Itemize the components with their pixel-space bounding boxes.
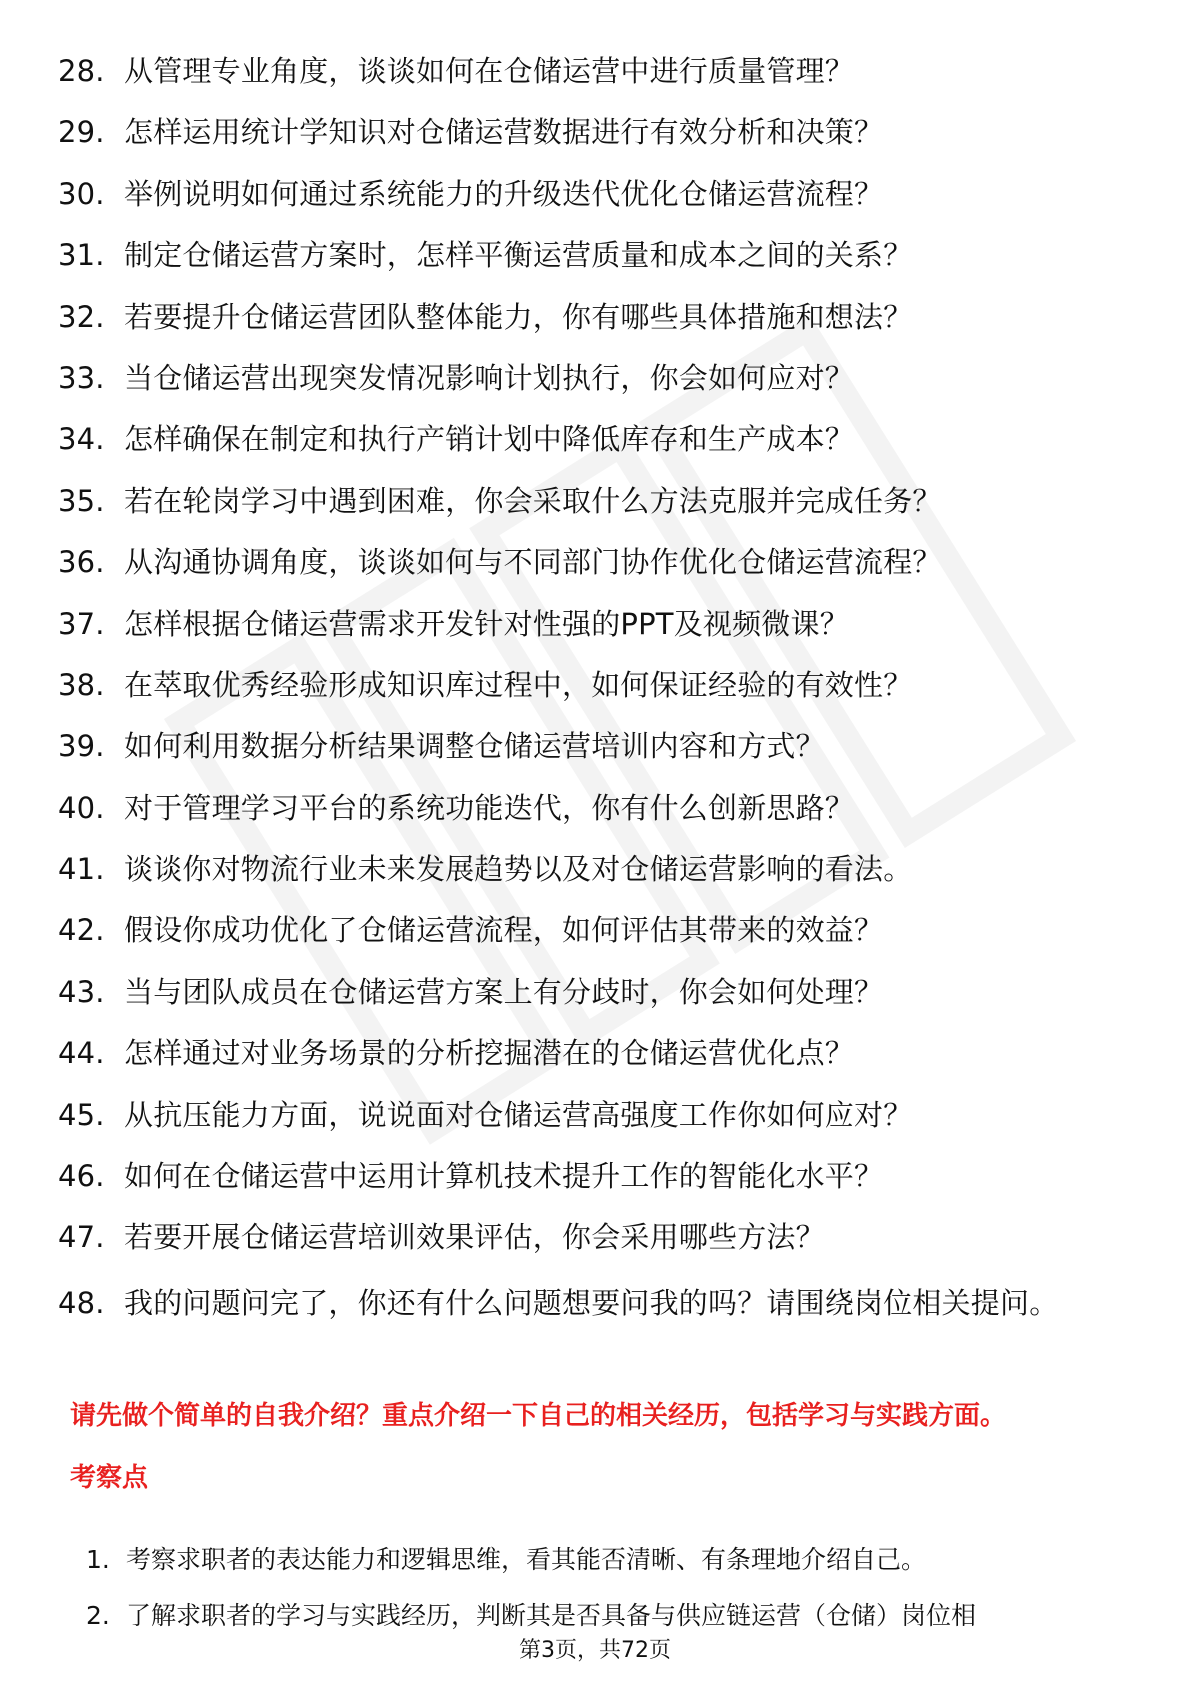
question-item: [58, 725, 1128, 768]
question-text: 怎样确保在制定和执行产销计划中降低库存和生产成本？: [124, 422, 855, 457]
question-number: 36.: [58, 545, 105, 580]
question-text: 如何在仓储运营中运用计算机技术提升工作的智能化水平？: [124, 1159, 884, 1194]
question-number: 41.: [58, 852, 105, 887]
question-text: 从抗压能力方面，说说面对仓储运营高强度工作你如何应对？: [124, 1097, 913, 1132]
question-text: 谈谈你对物流行业未来发展趋势以及对仓储运营影响的看法。: [124, 852, 913, 887]
question-item: [58, 173, 1128, 216]
question-item: [58, 418, 1128, 461]
section-heading: 请先做个简单的自我介绍？重点介绍一下自己的相关经历，包括学习与实践方面。: [70, 1401, 1007, 1431]
question-text: 我的问题问完了，你还有什么问题想要问我的吗？请围绕岗位相关提问。: [124, 1285, 1059, 1320]
question-item: [58, 296, 1128, 339]
question-item: [58, 1278, 1128, 1328]
question-item: [58, 1155, 1128, 1198]
question-text: 怎样根据仓储运营需求开发针对性强的PPT及视频微课？: [124, 606, 849, 641]
question-text: 从管理专业角度，谈谈如何在仓储运营中进行质量管理？: [124, 54, 855, 88]
question-text: 怎样运用统计学知识对仓储运营数据进行有效分析和决策？: [124, 115, 884, 150]
question-number: 31.: [58, 238, 105, 273]
question-item: [58, 909, 1128, 952]
point-number: 2.: [86, 1601, 110, 1630]
question-text: 当与团队成员在仓储运营方案上有分歧时，你会如何处理？: [124, 974, 884, 1009]
question-number: 30.: [58, 176, 105, 211]
question-item: [58, 1216, 1128, 1259]
question-number: 48.: [58, 1285, 105, 1320]
question-item: [58, 848, 1128, 891]
page-number-footer: 第3页，共72页: [519, 1638, 671, 1663]
question-list: [58, 50, 1128, 1346]
question-text: 若在轮岗学习中遇到困难，你会采取什么方法克服并完成任务？: [124, 483, 942, 518]
question-text: 当仓储运营出现突发情况影响计划执行，你会如何应对？: [124, 360, 855, 395]
question-text: 若要开展仓储运营培训效果评估，你会采用哪些方法？: [124, 1220, 825, 1255]
point-text: 了解求职者的学习与实践经历，判断其是否具备与供应链运营（仓储）岗位相: [126, 1601, 977, 1630]
question-item: [58, 541, 1128, 584]
question-item: [58, 1094, 1128, 1137]
question-number: 46.: [58, 1159, 105, 1194]
question-text: 制定仓储运营方案时，怎样平衡运营质量和成本之间的关系？: [124, 238, 913, 273]
question-item: [58, 1032, 1128, 1075]
question-text: 假设你成功优化了仓储运营流程，如何评估其带来的效益？: [124, 913, 884, 948]
question-number: 34.: [58, 422, 105, 457]
question-text: 如何利用数据分析结果调整仓储运营培训内容和方式？: [124, 729, 825, 764]
question-number: 28.: [58, 54, 105, 88]
question-number: 29.: [58, 115, 105, 150]
question-number: 35.: [58, 483, 105, 518]
point-number: 1.: [86, 1545, 110, 1574]
section-subheading: 考察点: [70, 1463, 149, 1493]
point-text: 考察求职者的表达能力和逻辑思维，看其能否清晰、有条理地介绍自己。: [126, 1545, 927, 1574]
question-item: [58, 111, 1128, 154]
assessment-point: [86, 1542, 1126, 1578]
question-text: 怎样通过对业务场景的分析挖掘潜在的仓储运营优化点？: [124, 1036, 855, 1071]
question-text: 从沟通协调角度，谈谈如何与不同部门协作优化仓储运营流程？: [124, 545, 942, 580]
question-item: [58, 234, 1128, 277]
question-item: [58, 480, 1128, 523]
question-item: [58, 787, 1128, 830]
question-item: [58, 971, 1128, 1014]
question-text: 若要提升仓储运营团队整体能力，你有哪些具体措施和想法？: [124, 299, 913, 334]
question-text: 对于管理学习平台的系统功能迭代，你有什么创新思路？: [124, 790, 855, 825]
question-item: [58, 664, 1128, 707]
question-number: 33.: [58, 360, 105, 395]
question-item: [58, 603, 1128, 646]
question-number: 37.: [58, 606, 105, 641]
question-item: [58, 50, 1128, 93]
question-number: 39.: [58, 729, 105, 764]
assessment-point: [86, 1598, 1126, 1634]
question-number: 43.: [58, 974, 105, 1009]
question-text: 在萃取优秀经验形成知识库过程中，如何保证经验的有效性？: [124, 667, 913, 702]
question-text: 举例说明如何通过系统能力的升级迭代优化仓储运营流程？: [124, 176, 884, 211]
question-number: 42.: [58, 913, 105, 948]
question-item: [58, 357, 1128, 400]
question-number: 47.: [58, 1220, 105, 1255]
question-number: 38.: [58, 667, 105, 702]
question-number: 45.: [58, 1097, 105, 1132]
question-number: 44.: [58, 1036, 105, 1071]
question-number: 32.: [58, 299, 105, 334]
question-number: 40.: [58, 790, 105, 825]
